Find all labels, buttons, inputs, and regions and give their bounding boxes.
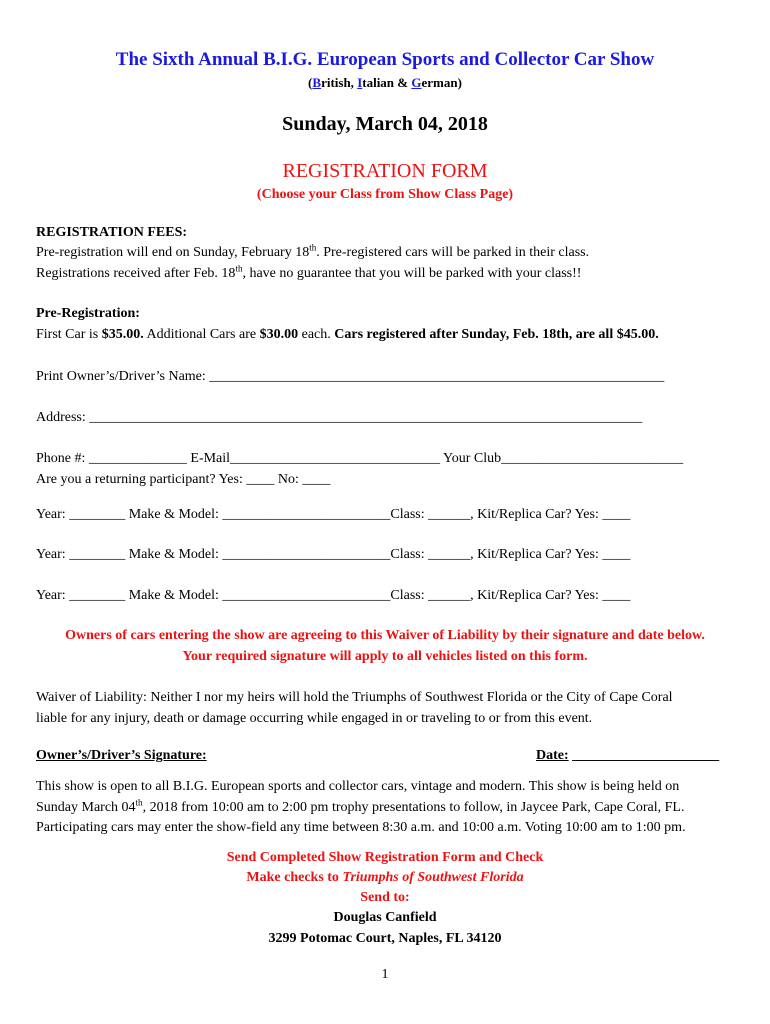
waiver-text-2: liable for any injury, death or damage occurring while engaged in or traveling to or from this event.	[36, 711, 593, 726]
info-line-2: Sunday March 04th, 2018 from 10:00 am to 2:00 pm trophy presentations to follow, in Jaycee Park, Cape Coral, FL.	[36, 797, 685, 815]
subtitle-part: ritish,	[321, 75, 358, 90]
address-field[interactable]: Address: _______________________________________________________________________________	[36, 410, 643, 425]
info-line-3: Participating cars may enter the show-field any time between 8:30 a.m. and 10:00 a.m. Voting 10:00 am to 1:00 pm.	[36, 820, 686, 835]
returning-participant-field[interactable]: Are you a returning participant? Yes: ____ No: ____	[36, 472, 331, 487]
waiver-notice-2: Your required signature will apply to all vehicles listed on this form.	[182, 649, 588, 664]
form-subtitle: (Choose your Class from Show Class Page)	[256, 187, 514, 202]
page-number: 1	[381, 967, 389, 982]
contact-fields-row[interactable]: Phone #: ______________ E-Mail______________________________ Your Club__________________________	[36, 451, 684, 466]
fees-heading: REGISTRATION FEES:	[36, 225, 188, 240]
payee-line: Make checks to Triumphs of Southwest Florida	[246, 870, 524, 885]
subtitle-part: G	[411, 75, 422, 90]
show-title: The Sixth Annual B.I.G. European Sports and Collector Car Show	[115, 49, 655, 70]
recipient-address: 3299 Potomac Court, Naples, FL 34120	[268, 931, 502, 946]
subtitle-part: (	[308, 75, 313, 90]
form-title: REGISTRATION FORM	[282, 160, 488, 182]
subtitle-part: talian &	[362, 75, 412, 90]
waiver-text-1: Waiver of Liability: Neither I nor my heirs will hold the Triumphs of Southwest Florida or the City of Cape Coral	[36, 690, 673, 705]
date-field[interactable]: Date: _____________________	[536, 748, 720, 763]
signature-label[interactable]: Owner’s/Driver’s Signature:	[36, 748, 207, 763]
car-entry-row[interactable]: Year: ________ Make & Model: ________________________Class: ______, Kit/Replica Car? Yes: ____	[36, 588, 631, 603]
prereg-pricing: First Car is $35.00. Additional Cars are $30.00 each. Cars registered after Sunday, Feb. 18th, are all $45.00.	[36, 327, 659, 342]
subtitle-part: erman)	[421, 75, 462, 90]
send-to-label: Send to:	[360, 890, 410, 905]
recipient-name: Douglas Canfield	[333, 910, 437, 925]
car-entry-row[interactable]: Year: ________ Make & Model: ________________________Class: ______, Kit/Replica Car? Yes: ____	[36, 547, 631, 562]
owner-name-field[interactable]: Print Owner’s/Driver’s Name: _________________________________________________________________	[36, 369, 665, 384]
subtitle-part: I	[357, 75, 363, 90]
show-subtitle	[0, 75, 770, 91]
car-entry-row[interactable]: Year: ________ Make & Model: ________________________Class: ______, Kit/Replica Car? Yes: ____	[36, 507, 631, 522]
fees-line-1: Pre-registration will end on Sunday, February 18th. Pre-registered cars will be parked in their class.	[36, 242, 590, 260]
send-instructions: Send Completed Show Registration Form and Check	[226, 850, 544, 865]
waiver-notice-1: Owners of cars entering the show are agreeing to this Waiver of Liability by their signature and date below.	[65, 628, 705, 643]
show-date: Sunday, March 04, 2018	[282, 113, 488, 135]
fees-line-2: Registrations received after Feb. 18th, have no guarantee that you will be parked with your class!!	[36, 263, 582, 281]
info-line-1: This show is open to all B.I.G. European sports and collector cars, vintage and modern. This show is being held on	[36, 779, 680, 794]
subtitle-part: B	[312, 75, 322, 90]
prereg-heading: Pre-Registration:	[36, 306, 140, 321]
